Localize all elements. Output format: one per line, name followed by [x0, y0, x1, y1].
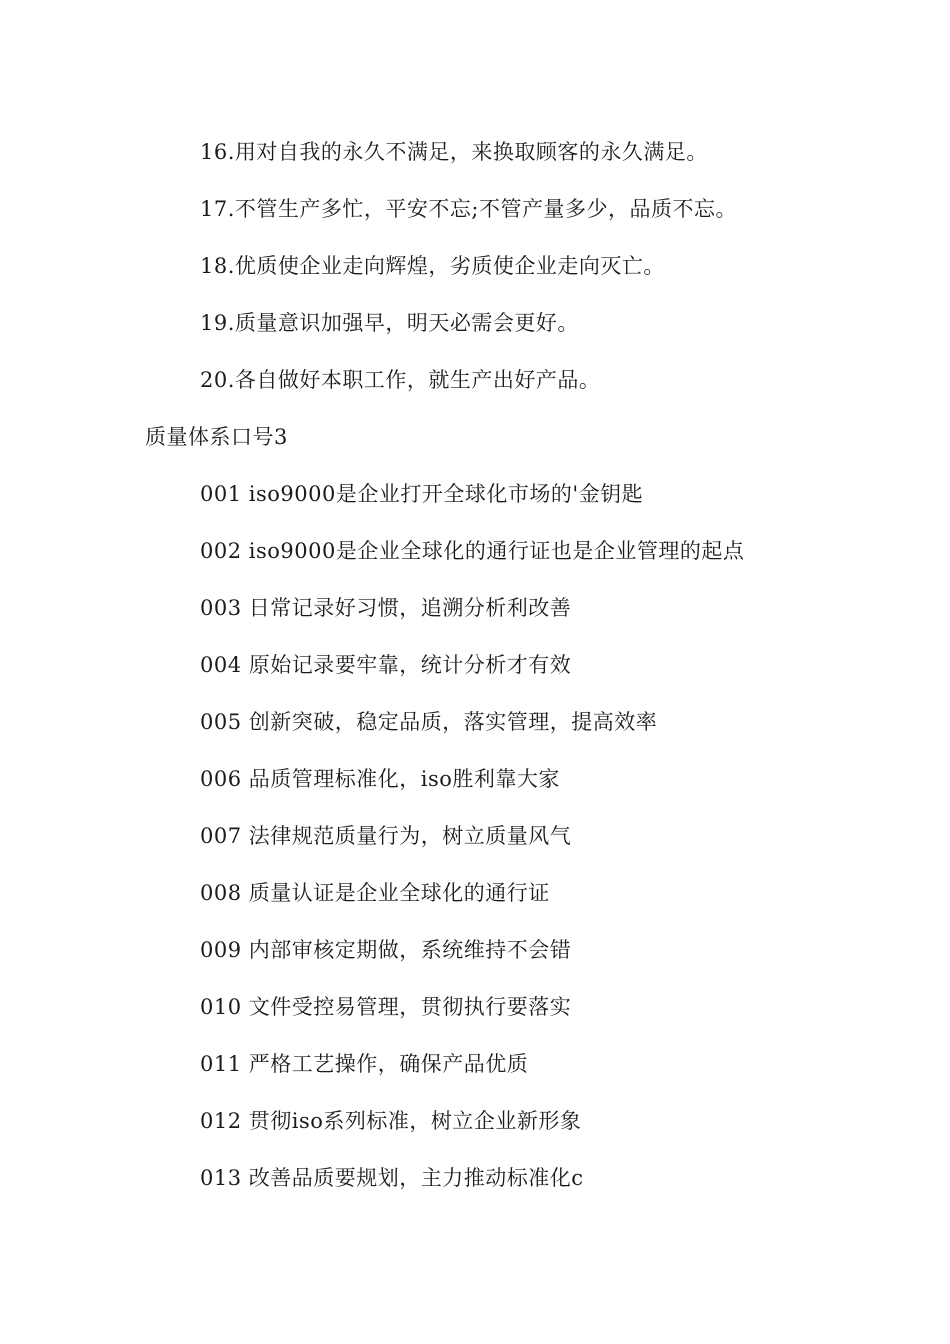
slogan-line-013: 013 改善品质要规划，主力推动标准化c	[200, 1166, 584, 1190]
slogan-line-19: 19.质量意识加强早，明天必需会更好。	[200, 311, 579, 335]
slogan-line-011: 011 严格工艺操作，确保产品优质	[200, 1052, 529, 1076]
slogan-line-16: 16.用对自我的永久不满足，来换取顾客的永久满足。	[200, 140, 708, 164]
slogan-line-012: 012 贯彻iso系列标准，树立企业新形象	[200, 1109, 582, 1133]
section-heading: 质量体系口号3	[145, 425, 288, 449]
slogan-line-002: 002 iso9000是企业全球化的通行证也是企业管理的起点	[200, 539, 745, 563]
slogan-line-010: 010 文件受控易管理，贯彻执行要落实	[200, 995, 572, 1019]
slogan-line-17: 17.不管生产多忙，平安不忘;不管产量多少，品质不忘。	[200, 197, 737, 221]
slogan-line-005: 005 创新突破，稳定品质，落实管理，提高效率	[200, 710, 658, 734]
slogan-line-20: 20.各自做好本职工作，就生产出好产品。	[200, 368, 601, 392]
slogan-line-006: 006 品质管理标准化，iso胜利靠大家	[200, 767, 560, 791]
slogan-line-003: 003 日常记录好习惯，追溯分析利改善	[200, 596, 572, 620]
slogan-line-001: 001 iso9000是企业打开全球化市场的'金钥匙	[200, 482, 644, 506]
slogan-line-009: 009 内部审核定期做，系统维持不会错	[200, 938, 572, 962]
slogan-line-004: 004 原始记录要牢靠，统计分析才有效	[200, 653, 572, 677]
slogan-line-18: 18.优质使企业走向辉煌，劣质使企业走向灭亡。	[200, 254, 665, 278]
slogan-line-007: 007 法律规范质量行为，树立质量风气	[200, 824, 572, 848]
slogan-line-008: 008 质量认证是企业全球化的通行证	[200, 881, 550, 905]
